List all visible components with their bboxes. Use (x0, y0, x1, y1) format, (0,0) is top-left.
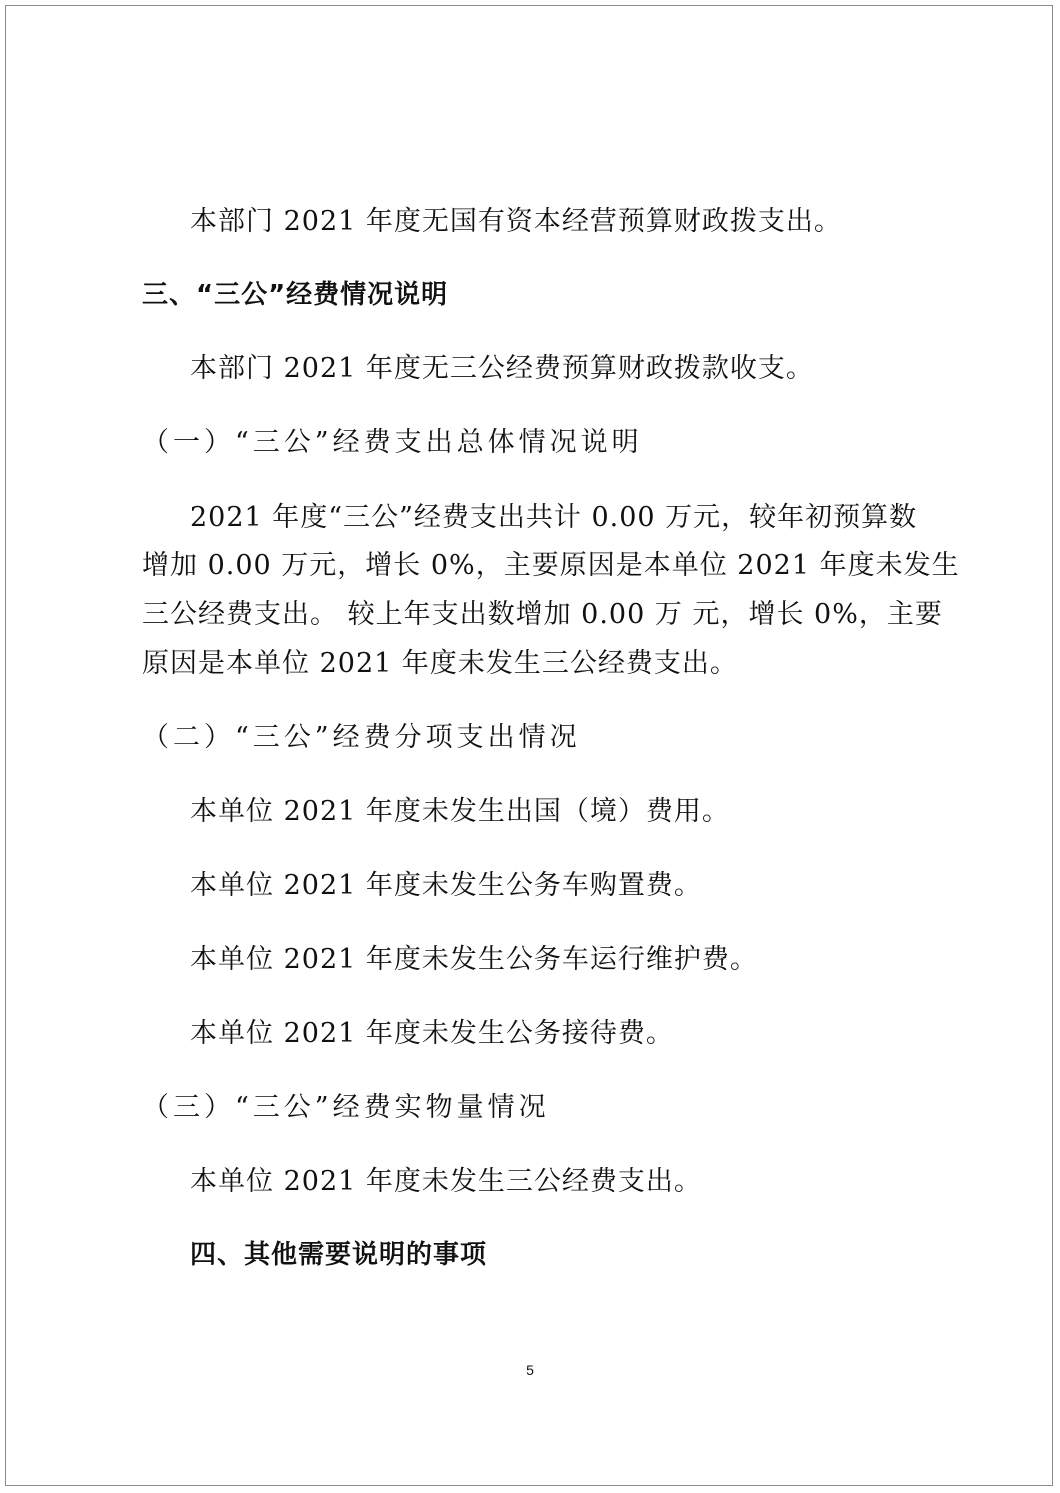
body-line-1: 2021 年度“三公”经费支出共计 0.00 万元，较年初预算数 (190, 502, 918, 533)
section-heading-three-public: 三、“三公”经费情况说明 (142, 280, 449, 310)
item-official-reception: 本单位 2021 年度未发生公务接待费。 (190, 1018, 674, 1049)
paragraph-no-three-public-budget: 本部门 2021 年度无三公经费预算财政拨款收支。 (190, 353, 814, 384)
paragraph-state-capital-budget: 本部门 2021 年度无国有资本经营预算财政拨支出。 (190, 206, 842, 237)
subheading-overall-expenditure: （一）“三公”经费支出总体情况说明 (142, 427, 643, 458)
item-overseas-travel: 本单位 2021 年度未发生出国（境）费用。 (190, 796, 730, 827)
subheading-itemized-expenditure: （二）“三公”经费分项支出情况 (142, 722, 581, 753)
item-vehicle-maintenance: 本单位 2021 年度未发生公务车运行维护费。 (190, 944, 758, 975)
item-vehicle-purchase: 本单位 2021 年度未发生公务车购置费。 (190, 870, 702, 901)
item-no-three-public-expenditure: 本单位 2021 年度未发生三公经费支出。 (190, 1166, 702, 1197)
section-heading-other-matters: 四、其他需要说明的事项 (190, 1240, 488, 1270)
body-line-2: 增加 0.00 万元，增长 0%，主要原因是本单位 2021 年度未发生 (142, 550, 960, 581)
subheading-physical-quantity: （三）“三公”经费实物量情况 (142, 1092, 550, 1123)
page-number: 5 (526, 1362, 534, 1378)
body-line-4: 原因是本单位 2021 年度未发生三公经费支出。 (142, 648, 738, 679)
body-line-3: 三公经费支出。 较上年支出数增加 0.00 万 元，增长 0%，主要 (142, 599, 943, 630)
